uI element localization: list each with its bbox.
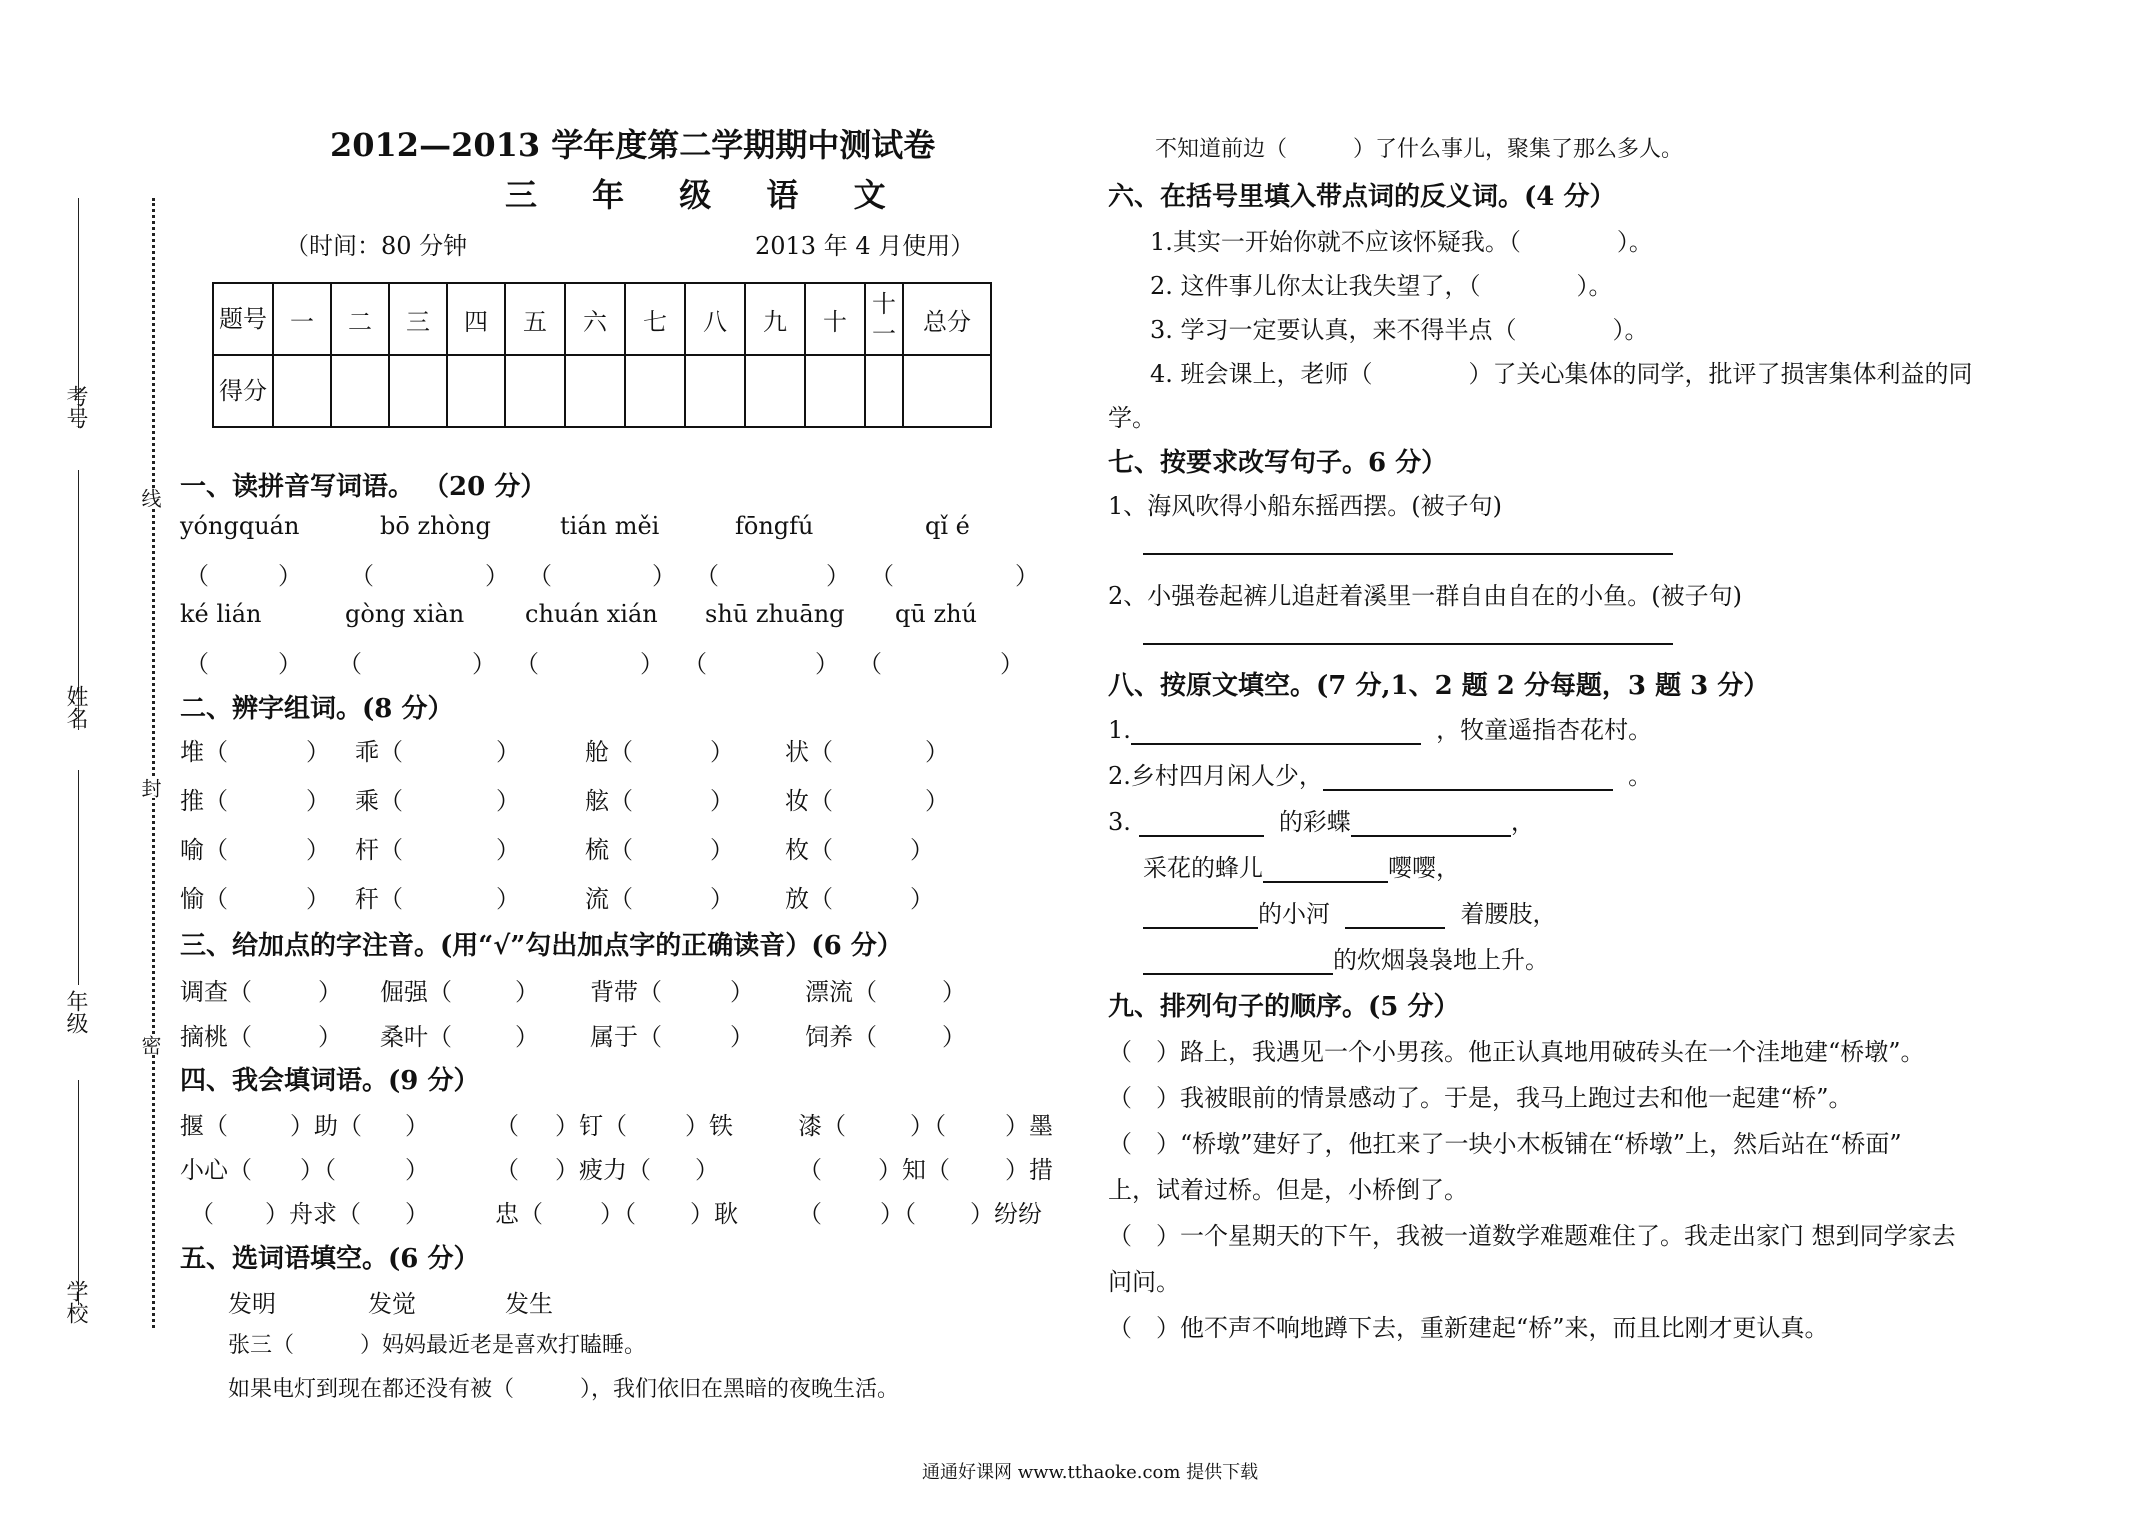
pinyin: yóngquán (180, 512, 300, 540)
word-item: ） (306, 738, 330, 766)
idiom-item: 揠（ (180, 1112, 228, 1140)
word-item: ） (318, 978, 342, 1006)
pinyin: shū zhuāng (705, 600, 845, 628)
score-cell[interactable] (389, 355, 447, 427)
word-item: 放（ (785, 885, 833, 913)
idiom-item: ）（ (300, 1156, 336, 1184)
answer-bracket: （ (528, 562, 552, 590)
answer-bracket: （ (338, 650, 362, 678)
idiom-item: ）墨 (1005, 1112, 1053, 1140)
idiom-item: ）知（ (878, 1156, 950, 1184)
section-8-title: 八、按原文填空。(7 分,1、2 题 2 分每题，3 题 3 分） (1108, 671, 1770, 701)
word-item: 枚（ (785, 836, 833, 864)
score-table-header-row (213, 283, 991, 355)
answer-bracket: （ (695, 562, 719, 590)
score-cell[interactable] (805, 355, 865, 427)
score-cell[interactable] (625, 355, 685, 427)
word-item: ） (496, 836, 520, 864)
fill-sentence: 如果电灯到现在都还没有被（ ），我们依旧在黑暗的夜晚生活。 (228, 1377, 900, 1402)
pinyin: gòng xiàn (345, 600, 465, 628)
section-3-title: 三、给加点的字注音。(用“√”勾出加点字的正确读音）(6 分） (180, 931, 903, 961)
poem-blank[interactable] (1143, 903, 1258, 929)
answer-bracket: （ (185, 562, 209, 590)
score-col-header: 总分 (903, 283, 991, 355)
word-choice: 发明 (228, 1290, 276, 1318)
word-item: 杆（ (355, 836, 403, 864)
word-item: ） (515, 1023, 539, 1051)
fill-sentence: 不知道前边（ ）了什么事儿，聚集了那么多人。 (1155, 137, 1684, 162)
poem-text: ， (1510, 808, 1535, 836)
score-table-score-row (213, 355, 991, 427)
answer-bracket: ） (472, 650, 496, 678)
poem-blank[interactable] (1139, 811, 1264, 837)
poem-blank[interactable] (1263, 857, 1388, 883)
word-item: ） (306, 836, 330, 864)
seal-word-line: 线 (136, 488, 165, 508)
idiom-item: （ (798, 1156, 822, 1184)
answer-bracket: （ (185, 650, 209, 678)
idiom-item: 小心（ (180, 1156, 252, 1184)
poem-blank[interactable] (1345, 903, 1445, 929)
idiom-item: ）纷纷 (970, 1200, 1042, 1228)
word-item: ） (496, 738, 520, 766)
idiom-item: ）助（ (290, 1112, 362, 1140)
word-item: ） (730, 978, 754, 1006)
idiom-item: ）（ (910, 1112, 946, 1140)
answer-bracket: ） (278, 562, 302, 590)
answer-bracket: （ (870, 562, 894, 590)
antonym-item: 学。 (1108, 404, 1156, 432)
poem-text: 的小河 (1258, 900, 1330, 928)
score-col-header: 三 (389, 283, 447, 355)
idiom-item: ）（ (880, 1200, 916, 1228)
answer-bracket: ） (485, 562, 509, 590)
word-item: 愉（ (180, 885, 228, 913)
pinyin: chuán xián (525, 600, 658, 628)
side-label-grade: 年级 (63, 990, 88, 1034)
word-item: 舷（ (585, 787, 633, 815)
pinyin: qū zhú (895, 600, 978, 628)
score-table-row-label: 题号 (213, 283, 273, 355)
score-cell[interactable] (685, 355, 745, 427)
idiom-item: ）钉（ (555, 1112, 627, 1140)
exam-time: （时间：80 分钟 (285, 232, 468, 260)
word-item: ） (925, 738, 949, 766)
seal-word-secret: 密 (136, 1035, 165, 1055)
idiom-item: 漆（ (798, 1112, 846, 1140)
poem-line (1143, 894, 1557, 929)
word-item: ） (942, 1023, 966, 1051)
score-col-header: 五 (505, 283, 565, 355)
score-col-header: 十 (805, 283, 865, 355)
page-title: 2012—2013 学年度第二学期期中测试卷 (330, 126, 936, 164)
antonym-item: 3. 学习一定要认真，来不得半点（ ）。 (1150, 316, 1649, 344)
word-item: 乖（ (355, 738, 403, 766)
answer-bracket: （ (515, 650, 539, 678)
word-choice: 发生 (505, 1290, 553, 1318)
word-item: ） (318, 1023, 342, 1051)
word-item: ） (515, 978, 539, 1006)
score-cell[interactable] (903, 355, 991, 427)
poem-blank[interactable] (1351, 811, 1511, 837)
score-cell[interactable] (865, 355, 903, 427)
poem-prefix: 3. (1108, 808, 1131, 836)
poem-prefix: 2.乡村四月闲人少， (1108, 762, 1323, 790)
rewrite-question: 2、小强卷起裤儿追赶着溪里一群自由自在的小鱼。(被子句) (1108, 582, 1742, 610)
idiom-item: ） (695, 1156, 719, 1184)
order-sentence: （ ）他不声不响地蹲下去，重新建起“桥”来，而且比刚才更认真。 (1108, 1314, 1829, 1342)
idiom-item: ）耿 (690, 1200, 738, 1228)
word-item: ） (496, 787, 520, 815)
score-col-header: 七 (625, 283, 685, 355)
answer-bracket: ） (815, 650, 839, 678)
answer-bracket: （ (858, 650, 882, 678)
order-sentence: （ ）“桥墩”建好了，他扛来了一块小木板铺在“桥墩”上，然后站在“桥面” (1108, 1130, 1902, 1158)
poem-text: 。 (1628, 762, 1653, 790)
antonym-item: 1.其实一开始你就不应该怀疑我。（ ）。 (1150, 228, 1653, 256)
pinyin: qǐ é (925, 512, 970, 540)
score-col-header: 十一 (865, 283, 903, 355)
pinyin: bō zhòng (380, 512, 491, 540)
word-choice: 发觉 (368, 1290, 416, 1318)
order-sentence: （ ）一个星期天的下午，我被一道数学难题难住了。我走出家门 想到同学家去 (1108, 1222, 1956, 1250)
side-label-name: 姓名 (63, 685, 88, 729)
word-item: ） (730, 1023, 754, 1051)
answer-line[interactable] (1143, 553, 1673, 555)
word-item: ） (710, 738, 734, 766)
word-item: 堆（ (180, 738, 228, 766)
rewrite-question: 1、海风吹得小船东摇西摆。(被子句) (1108, 492, 1502, 520)
poem-blank[interactable] (1323, 765, 1613, 791)
poem-prefix: 1. (1108, 716, 1131, 744)
word-item: 桑叶（ (380, 1023, 452, 1051)
idiom-item: （ (798, 1200, 822, 1228)
word-item: ） (306, 787, 330, 815)
order-sentence: 问问。 (1108, 1268, 1180, 1296)
page-footer: 通通好课网 www.tthaoke.com 提供下载 (922, 1462, 1259, 1483)
score-cell[interactable] (565, 355, 625, 427)
pinyin: ké lián (180, 600, 262, 628)
idiom-item: ）铁 (685, 1112, 733, 1140)
page-subtitle: 三 年 级 语 文 (505, 176, 908, 214)
poem-line (1108, 710, 1652, 745)
word-item: ） (306, 885, 330, 913)
poem-line (1108, 756, 1652, 791)
seal-dotted-line (152, 198, 155, 1328)
word-item: 属于（ (590, 1023, 662, 1051)
word-item: 背带（ (590, 978, 662, 1006)
binding-line-3 (78, 770, 79, 985)
section-4-title: 四、我会填词语。(9 分） (180, 1066, 480, 1096)
word-item: 调查（ (180, 978, 252, 1006)
section-5-title: 五、选词语填空。(6 分） (180, 1244, 480, 1274)
score-col-header: 二 (331, 283, 389, 355)
idiom-item: ）舟求（ (265, 1200, 361, 1228)
score-col-header: 四 (447, 283, 505, 355)
word-item: ） (942, 978, 966, 1006)
score-cell[interactable] (745, 355, 805, 427)
poem-blank[interactable] (1143, 949, 1333, 975)
word-item: ） (925, 787, 949, 815)
poem-line (1108, 802, 1535, 837)
poem-text: 的炊烟袅袅地上升。 (1333, 946, 1549, 974)
answer-bracket: （ (350, 562, 374, 590)
binding-line-4 (78, 1080, 79, 1305)
answer-bracket: ） (640, 650, 664, 678)
antonym-item: 2. 这件事儿你太让我失望了，（ ）。 (1150, 272, 1613, 300)
score-cell[interactable] (331, 355, 389, 427)
section-6-title: 六、在括号里填入带点词的反义词。(4 分） (1108, 182, 1616, 212)
idiom-item: ） (405, 1112, 429, 1140)
pinyin: fōngfú (735, 512, 814, 540)
side-label-exam-number: 考号 (63, 385, 88, 429)
word-item: 秆（ (355, 885, 403, 913)
poem-text: 采花的蜂儿 (1143, 854, 1263, 882)
section-9-title: 九、排列句子的顺序。(5 分） (1108, 992, 1460, 1022)
order-sentence: 上，试着过桥。但是，小桥倒了。 (1108, 1176, 1468, 1204)
word-item: ） (710, 836, 734, 864)
pinyin: tián měi (560, 512, 660, 540)
poem-text: 着腰肢， (1460, 900, 1557, 928)
word-item: 舱（ (585, 738, 633, 766)
answer-bracket: ） (826, 562, 850, 590)
answer-bracket: ） (278, 650, 302, 678)
section-1-title: 一、读拼音写词语。 （20 分） (180, 472, 547, 502)
word-item: 妆（ (785, 787, 833, 815)
word-item: ） (496, 885, 520, 913)
poem-text: ，牧童遥指杏花村。 (1436, 716, 1653, 744)
section-2-title: 二、辨字组词。(8 分） (180, 694, 454, 724)
score-col-header: 九 (745, 283, 805, 355)
poem-line (1143, 848, 1460, 883)
word-item: 乘（ (355, 787, 403, 815)
poem-text: 的彩蝶 (1278, 808, 1351, 836)
idiom-item: （ (495, 1156, 519, 1184)
word-item: 梳（ (585, 836, 633, 864)
answer-bracket: ） (652, 562, 676, 590)
answer-bracket: ） (1000, 650, 1024, 678)
idiom-item: （ (190, 1200, 214, 1228)
score-table-row-label: 得分 (213, 355, 273, 427)
word-item: ） (710, 787, 734, 815)
order-sentence: （ ）我被眼前的情景感动了。于是，我马上跑过去和他一起建“桥”。 (1108, 1084, 1853, 1112)
word-item: 摘桃（ (180, 1023, 252, 1051)
score-col-header: 一 (273, 283, 331, 355)
word-item: ） (910, 836, 934, 864)
idiom-item: （ (495, 1112, 519, 1140)
score-cell[interactable] (273, 355, 331, 427)
idiom-item: ） (405, 1200, 429, 1228)
score-cell[interactable] (505, 355, 565, 427)
idiom-item: ） (405, 1156, 429, 1184)
seal-word-seal: 封 (136, 778, 165, 798)
poem-line (1143, 940, 1549, 975)
poem-text: 嘤嘤， (1388, 854, 1460, 882)
idiom-item: ）疲力（ (555, 1156, 651, 1184)
answer-bracket: ） (1015, 562, 1039, 590)
score-col-header: 六 (565, 283, 625, 355)
fill-sentence: 张三（ ）妈妈最近老是喜欢打瞌睡。 (228, 1333, 647, 1358)
word-item: ） (910, 885, 934, 913)
word-item: 喻（ (180, 836, 228, 864)
word-item: 漂流（ (805, 978, 877, 1006)
score-cell[interactable] (447, 355, 505, 427)
score-table (212, 282, 992, 428)
word-item: ） (710, 885, 734, 913)
answer-line[interactable] (1143, 643, 1673, 645)
word-item: 饲养（ (805, 1023, 877, 1051)
word-item: 状（ (785, 738, 833, 766)
order-sentence: （ ）路上，我遇见一个小男孩。他正认真地用破砖头在一个洼地建“桥墩”。 (1108, 1038, 1925, 1066)
word-item: 倔强（ (380, 978, 452, 1006)
idiom-item: 忠（ (495, 1200, 543, 1228)
answer-bracket: （ (683, 650, 707, 678)
poem-blank[interactable] (1131, 719, 1421, 745)
word-item: 推（ (180, 787, 228, 815)
score-col-header: 八 (685, 283, 745, 355)
idiom-item: ）（ (600, 1200, 636, 1228)
side-label-school: 学校 (63, 1280, 88, 1324)
exam-date: 2013 年 4 月使用） (755, 232, 975, 260)
section-7-title: 七、按要求改写句子。6 分） (1108, 448, 1448, 478)
word-item: 流（ (585, 885, 633, 913)
antonym-item: 4. 班会课上，老师（ ）了关心集体的同学，批评了损害集体利益的同 (1150, 360, 1973, 388)
idiom-item: ）措 (1005, 1156, 1053, 1184)
